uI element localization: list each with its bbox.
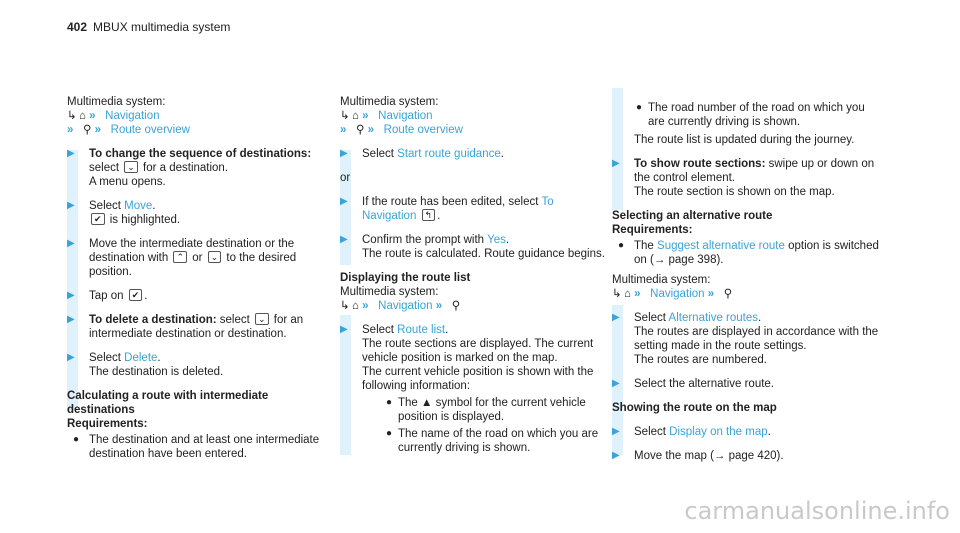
- step: ▶ To delete a destination: select ⌄ for an intermediate destination or destination.: [67, 314, 304, 340]
- system-label: Multimedia system:: [612, 274, 711, 286]
- step-arrow-icon: ▶: [67, 200, 75, 211]
- step-arrow-icon: ▶: [67, 148, 75, 159]
- checkmark-icon: ✔: [129, 289, 143, 301]
- arrow-up-icon: ⌃: [173, 251, 187, 263]
- step: ▶ If the route has been edited, select To Navigation ↰ .: [340, 196, 554, 222]
- home-icon: ⌂: [79, 110, 86, 122]
- section-heading: Calculating a route with intermediate destinations: [67, 390, 269, 416]
- step: ▶ To change the sequence of destinations: select ⌄ for a destination. A menu opens.: [67, 148, 312, 188]
- step-arrow-icon: ▶: [67, 314, 75, 325]
- nav-path: ↳ ⌂ » Navigation: [67, 110, 160, 122]
- column-1: [67, 95, 337, 465]
- home-icon: ⌂: [624, 288, 631, 300]
- nav-path: » ⚲ » Route overview: [67, 124, 190, 136]
- step-arrow-icon: ▶: [612, 450, 620, 461]
- step-arrow-icon: ▶: [67, 290, 75, 301]
- step-arrow-icon: ▶: [67, 238, 75, 249]
- step-arrow-icon: ▶: [340, 196, 348, 207]
- step: ▶ Select Delete. The destination is deleted.: [67, 352, 224, 378]
- step: ▶ Select Display on the map.: [612, 426, 771, 438]
- step: ▶ Select Route list. The route sections are displayed. The current vehicle position is marked on the map. The current vehicle position is shown with the following information: ● The ▲ symbol for the current vehicle position is displayed. ● The name of the road on which you are currently driving is shown.: [340, 323, 610, 455]
- requirements-label: Requirements:: [612, 224, 693, 236]
- nav-path: » ⚲ » Route overview: [340, 124, 463, 136]
- step-arrow-icon: ▶: [612, 378, 620, 389]
- column-3: ● The road number of the road on which you are currently driving is shown. The route list is updated during the journey. ▶ To show route sections: swipe up or down on the control element. The route section is shown on the map. Selecting an alternative route Requirements: ● The Suggest alternative route option is switched on (→ page 398). Multimedia system: ↳ ⌂ » Navigation » ⚲ ▶ Select Alternative routes. The routes are displayed in accordance with the setting made in the route settings. The routes are numbered. ▶ Select the alternative route. Showing the route on the map ▶ Select Display on the map. ▶ Move the map (→ page 420).: [612, 98, 882, 473]
- or-label: or: [340, 172, 351, 184]
- step: ▶ Select Move. ✔ is highlighted.: [67, 200, 181, 226]
- checkmark-icon: ✔: [91, 213, 105, 225]
- step-arrow-icon: ▶: [67, 352, 75, 363]
- step-arrow-icon: ▶: [340, 234, 348, 245]
- page-header-title: MBUX multimedia system: [93, 20, 231, 34]
- step: ▶ Move the map (→ page 420).: [612, 450, 784, 462]
- nav-path: ↳ ⌂ » Navigation: [340, 110, 433, 122]
- route-icon: ⚲: [723, 288, 733, 300]
- column-2: [340, 95, 610, 465]
- step-arrow-icon: ▶: [340, 148, 348, 159]
- section-heading: Selecting an alternative route: [612, 210, 773, 222]
- step-arrow-icon: ▶: [612, 158, 620, 169]
- route-icon: ⚲: [83, 124, 92, 136]
- step: ▶ Select Start route guidance.: [340, 148, 504, 160]
- section-heading: Showing the route on the map: [612, 402, 777, 414]
- route-icon: ⚲: [451, 300, 461, 312]
- page-number: 402: [67, 20, 88, 34]
- list-item: ● The Suggest alternative route option is switched on (→ page 398).: [618, 240, 879, 266]
- list-item: ● The destination and at least one intermediate destination have been entered.: [73, 434, 320, 460]
- step: ▶ Confirm the prompt with Yes. The route is calculated. Route guidance begins.: [340, 234, 605, 260]
- more-options-icon: ⌄: [255, 313, 269, 325]
- step: ▶ Select the alternative route.: [612, 378, 774, 390]
- system-label: Multimedia system:: [67, 96, 166, 108]
- section-heading: Displaying the route list: [340, 272, 471, 284]
- home-icon: ⌂: [352, 110, 359, 122]
- vehicle-position-icon: ▲: [421, 397, 433, 409]
- more-options-icon: ⌄: [124, 161, 138, 173]
- nav-path: ↳ ⌂ » Navigation » ⚲: [340, 300, 461, 312]
- step: ▶ Select Alternative routes. The routes are displayed in accordance with the setting made in the route settings. The routes are numbered.: [612, 312, 879, 366]
- system-label: Multimedia system:: [340, 96, 439, 108]
- step: ▶ Move the intermediate destination or the destination with ⌃ or ⌄ to the desired position.: [67, 238, 297, 278]
- step: ▶ Tap on ✔ .: [67, 290, 148, 302]
- list-item: ● The ▲ symbol for the current vehicle position is displayed.: [386, 397, 586, 423]
- system-label: Multimedia system:: [340, 286, 439, 298]
- step-arrow-icon: ▶: [612, 426, 620, 437]
- home-icon: ⌂: [352, 300, 359, 312]
- arrow-down-icon: ⌄: [208, 251, 222, 263]
- step-arrow-icon: ▶: [612, 312, 620, 323]
- list-item: ● The name of the road on which you are currently driving is shown.: [386, 428, 599, 454]
- step-arrow-icon: ▶: [340, 324, 348, 335]
- step: ▶ To show route sections: swipe up or down on the control element. The route section is shown on the map.: [612, 158, 875, 198]
- watermark: carmanualsonline.info: [684, 497, 950, 525]
- page-header: [67, 20, 230, 34]
- back-arrow-icon: ↰: [422, 209, 436, 221]
- route-icon: ⚲: [356, 124, 365, 136]
- requirements-label: Requirements:: [67, 418, 148, 430]
- list-item: ● The road number of the road on which you are currently driving is shown.: [636, 102, 865, 128]
- nav-path: ↳ ⌂ » Navigation » ⚲: [612, 288, 733, 300]
